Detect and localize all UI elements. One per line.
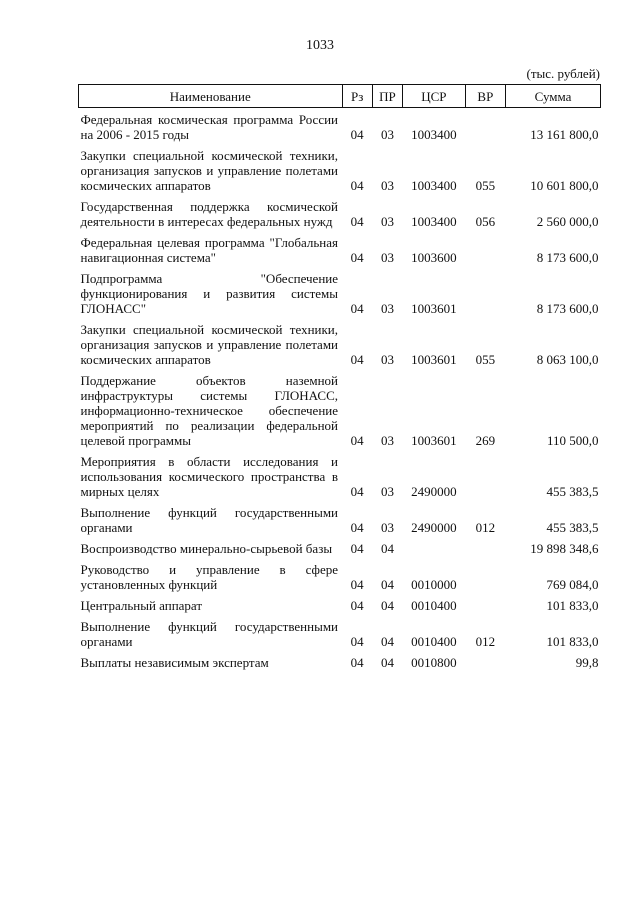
- table-row: [79, 594, 601, 615]
- cell-rz: 04: [350, 520, 364, 535]
- cell-vr: 012: [475, 520, 496, 535]
- cell-csr: 0010000: [411, 577, 457, 592]
- cell-vr: 055: [475, 178, 496, 193]
- table-row: [79, 195, 601, 231]
- cell-vr: [465, 450, 505, 501]
- cell-csr: 1003601: [411, 352, 457, 367]
- table-row: [79, 558, 601, 594]
- cell-sum: 10 601 800,0: [530, 178, 599, 193]
- cell-pr: 03: [380, 352, 394, 367]
- cell-sum: 8 173 600,0: [536, 301, 599, 316]
- cell-pr: 04: [380, 541, 394, 556]
- cell-rz: 04: [350, 301, 364, 316]
- cell-pr: 04: [380, 634, 394, 649]
- table-row: [79, 651, 601, 672]
- cell-vr: 056: [475, 214, 496, 229]
- units-label: (тыс. рублей): [526, 66, 600, 81]
- cell-name: Подпрограмма "Обеспечение функционирования и развития системы ГЛОНАСС": [80, 271, 339, 316]
- cell-name: Выполнение функций государственными органами: [80, 619, 339, 649]
- table-row: [79, 501, 601, 537]
- table-row: [79, 369, 601, 450]
- cell-sum: 99,8: [575, 655, 599, 670]
- cell-name: Поддержание объектов наземной инфраструктуры системы ГЛОНАСС, информационно-техническое обеспечение мероприятий по реализации федеральной целевой программы: [80, 373, 339, 448]
- header-vr: ВР: [465, 85, 505, 108]
- cell-sum: 13 161 800,0: [530, 127, 599, 142]
- table-header: [79, 85, 601, 108]
- cell-pr: 03: [380, 484, 394, 499]
- page-number: 1033: [306, 38, 334, 53]
- cell-pr: 03: [380, 127, 394, 142]
- cell-rz: 04: [350, 598, 364, 613]
- cell-rz: 04: [350, 250, 364, 265]
- table-row: [79, 144, 601, 195]
- budget-table: [78, 84, 601, 672]
- cell-sum: 455 383,5: [546, 520, 599, 535]
- cell-csr: 1003601: [411, 433, 457, 448]
- header-row: [79, 85, 601, 108]
- cell-sum: 455 383,5: [546, 484, 599, 499]
- cell-name: Закупки специальной космической техники, организация запусков и управление полетами космических аппаратов: [80, 148, 339, 193]
- cell-csr: 1003400: [411, 214, 457, 229]
- cell-pr: 03: [380, 250, 394, 265]
- cell-name: Выплаты независимым экспертам: [80, 655, 269, 670]
- cell-sum: 8 063 100,0: [536, 352, 599, 367]
- cell-name: Федеральная целевая программа "Глобальная навигационная система": [80, 235, 339, 265]
- cell-name: Закупки специальной космической техники, организация запусков и управление полетами космических аппаратов: [80, 322, 339, 367]
- cell-sum: 2 560 000,0: [536, 214, 599, 229]
- cell-name: Руководство и управление в сфере установленных функций: [80, 562, 339, 592]
- cell-csr: 0010400: [411, 598, 457, 613]
- cell-rz: 04: [350, 484, 364, 499]
- table-row: [79, 318, 601, 369]
- cell-pr: 03: [380, 520, 394, 535]
- header-rz: Рз: [342, 85, 372, 108]
- cell-name: Воспроизводство минерально-сырьевой базы: [80, 541, 333, 556]
- cell-csr: 0010800: [411, 655, 457, 670]
- cell-sum: 101 833,0: [546, 598, 599, 613]
- table-body: [79, 108, 601, 673]
- cell-name: Центральный аппарат: [80, 598, 203, 613]
- cell-pr: 04: [380, 655, 394, 670]
- cell-pr: 03: [380, 178, 394, 193]
- header-sum: Сумма: [506, 85, 601, 108]
- cell-vr: [465, 108, 505, 145]
- cell-rz: 04: [350, 127, 364, 142]
- cell-rz: 04: [350, 178, 364, 193]
- cell-vr: [465, 537, 505, 558]
- cell-rz: 04: [350, 352, 364, 367]
- cell-csr: 1003601: [411, 301, 457, 316]
- cell-vr: [465, 231, 505, 267]
- cell-rz: 04: [350, 577, 364, 592]
- cell-vr: 055: [475, 352, 496, 367]
- header-csr: ЦСР: [403, 85, 466, 108]
- table-row: [79, 108, 601, 145]
- cell-vr: [465, 651, 505, 672]
- cell-pr: 04: [380, 598, 394, 613]
- cell-pr: 04: [380, 577, 394, 592]
- cell-csr: 1003400: [411, 127, 457, 142]
- cell-rz: 04: [350, 214, 364, 229]
- table-row: [79, 267, 601, 318]
- cell-vr: [465, 594, 505, 615]
- cell-csr: 1003400: [411, 178, 457, 193]
- cell-name: Мероприятия в области исследования и использования космического пространства в мирных целях: [80, 454, 339, 499]
- cell-vr: [465, 558, 505, 594]
- cell-csr: 0010400: [411, 634, 457, 649]
- cell-sum: 19 898 348,6: [530, 541, 599, 556]
- cell-pr: 03: [380, 301, 394, 316]
- cell-vr: 269: [475, 433, 496, 448]
- cell-name: Выполнение функций государственными органами: [80, 505, 339, 535]
- cell-pr: 03: [380, 433, 394, 448]
- cell-name: Федеральная космическая программа России на 2006 - 2015 годы: [80, 112, 339, 142]
- cell-vr: 012: [475, 634, 496, 649]
- cell-rz: 04: [350, 634, 364, 649]
- table-row: [79, 615, 601, 651]
- cell-csr: 2490000: [411, 484, 457, 499]
- cell-pr: 03: [380, 214, 394, 229]
- cell-rz: 04: [350, 433, 364, 448]
- header-name: Наименование: [79, 85, 343, 108]
- table-row: [79, 450, 601, 501]
- cell-name: Государственная поддержка космической деятельности в интересах федеральных нужд: [80, 199, 339, 229]
- cell-csr: [403, 537, 466, 558]
- cell-rz: 04: [350, 541, 364, 556]
- cell-vr: [465, 267, 505, 318]
- cell-sum: 110 500,0: [546, 433, 599, 448]
- table-row: [79, 231, 601, 267]
- cell-sum: 101 833,0: [546, 634, 599, 649]
- header-pr: ПР: [372, 85, 402, 108]
- cell-rz: 04: [350, 655, 364, 670]
- cell-csr: 1003600: [411, 250, 457, 265]
- cell-csr: 2490000: [411, 520, 457, 535]
- cell-sum: 769 084,0: [546, 577, 599, 592]
- table-row: [79, 537, 601, 558]
- cell-sum: 8 173 600,0: [536, 250, 599, 265]
